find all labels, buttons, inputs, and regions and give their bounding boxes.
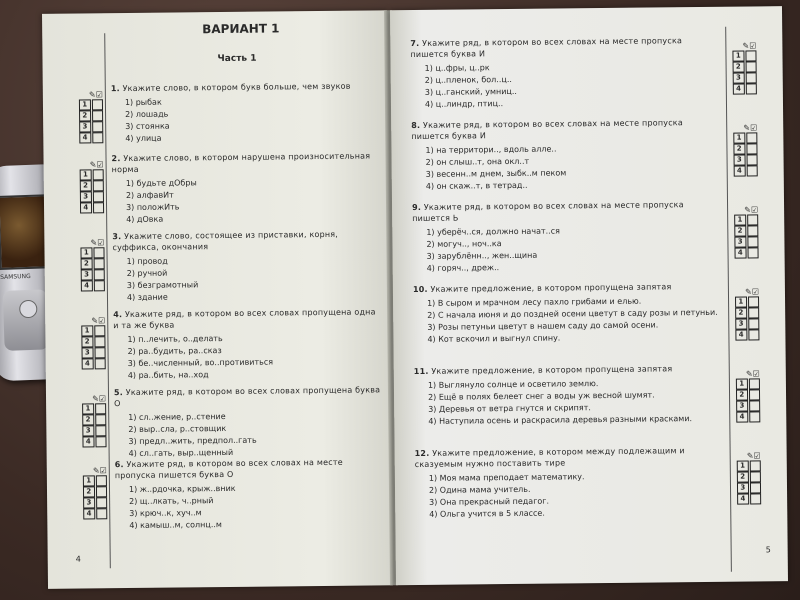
answer-number: 3 — [734, 237, 746, 248]
answer-number: 2 — [733, 62, 745, 73]
answer-box — [82, 393, 107, 447]
answer-number: 2 — [736, 390, 748, 401]
answer-row — [733, 143, 757, 153]
answer-option: 4) горяч.., дреж.. — [426, 263, 500, 273]
answer-row — [80, 169, 104, 179]
answer-option: 4) камыш..м, солнц..м — [129, 520, 222, 531]
answer-checkbox[interactable] — [92, 110, 104, 121]
answer-box — [79, 89, 104, 143]
answer-row — [736, 378, 760, 388]
answer-row — [733, 132, 757, 142]
answer-checkbox[interactable] — [96, 508, 108, 519]
answer-option: 1) ц..фры, ц..рк — [424, 63, 490, 73]
answer-checkbox[interactable] — [746, 132, 758, 143]
answer-option: 1) Выглянуло солнце и осветило землю. — [427, 379, 599, 390]
answer-option: 4) Наступила осень и раскрасила деревья разными красками. — [428, 414, 693, 426]
answer-row — [81, 325, 105, 335]
answer-row — [82, 436, 106, 446]
answer-option: 3) крюч..к, хуч..м — [129, 508, 202, 519]
answer-number: 3 — [82, 347, 94, 358]
question — [111, 150, 382, 226]
answer-row — [81, 336, 105, 346]
answer-option: 4) Кот вскочил и выгнул спину. — [427, 333, 561, 344]
answer-checkbox[interactable] — [748, 296, 760, 307]
question-text — [113, 306, 383, 331]
answer-checkbox[interactable] — [92, 132, 104, 143]
answer-row — [80, 202, 104, 212]
answer-checkbox[interactable] — [748, 378, 760, 389]
answer-row — [83, 497, 107, 507]
answer-row — [83, 475, 107, 485]
answer-option: 2) Одина мама учитель. — [428, 484, 531, 495]
answer-option: 4) здание — [126, 292, 168, 303]
answer-number: 2 — [733, 144, 745, 155]
question-number: 5. — [113, 388, 124, 398]
answer-number: 1 — [82, 403, 94, 414]
answer-box — [732, 40, 757, 94]
answer-checkbox[interactable] — [747, 236, 759, 247]
question-prompt: Укажите предложение, в котором пропущена запятая — [431, 364, 673, 376]
answer-option: 1) ж..рдочка, крыж..вник — [128, 483, 236, 495]
answer-checkbox[interactable] — [746, 165, 758, 176]
answer-row — [733, 61, 757, 71]
question-number: 3. — [112, 232, 122, 242]
answer-checkbox[interactable] — [749, 460, 761, 471]
answer-option: 2) ц..пленок, бол..ц.. — [424, 74, 512, 85]
answer-checkbox[interactable] — [94, 347, 106, 358]
phone-dpad — [19, 300, 38, 319]
question-prompt: Укажите слово, в котором нарушена произносительная норма — [111, 151, 371, 175]
question — [113, 306, 384, 382]
answer-row — [737, 482, 761, 492]
answer-number: 1 — [83, 475, 95, 486]
answer-option: 2) Ещё в полях белеет снег а воды уж весной шумят. — [427, 390, 655, 402]
answer-box — [734, 204, 759, 258]
answer-number: 1 — [80, 169, 92, 180]
answer-box — [80, 237, 105, 291]
question-number: 2. — [111, 154, 121, 164]
answer-number: 3 — [83, 497, 95, 508]
question-number: 1. — [110, 84, 120, 94]
answer-number: 3 — [80, 191, 92, 202]
answer-number: 1 — [737, 461, 749, 472]
answer-checkbox[interactable] — [748, 329, 760, 340]
answer-checkbox[interactable] — [95, 486, 107, 497]
answer-row — [82, 425, 106, 435]
answer-row — [735, 329, 759, 339]
phone-screen — [0, 194, 50, 270]
answer-option: 1) В сыром и мрачном лесу пахло грибами и елью. — [427, 296, 642, 308]
question — [414, 363, 715, 428]
answer-number: 2 — [81, 258, 93, 269]
answer-number: 4 — [736, 412, 748, 423]
answer-option: 3) зарублённ.., жен..щина — [426, 250, 538, 261]
answer-option: 2) могуч.., ноч..ка — [426, 239, 502, 249]
answer-row — [735, 296, 759, 306]
answer-number: 3 — [733, 73, 745, 84]
answer-option: 3) положИть — [125, 202, 180, 213]
answer-checkbox[interactable] — [748, 307, 760, 318]
question — [112, 228, 383, 304]
answer-number: 4 — [83, 508, 95, 519]
question-prompt: Укажите слово, состоящее из приставки, корня, суффикса, окончания — [112, 229, 339, 253]
question-number: 7. — [410, 38, 420, 49]
check-marks: ✎☑ — [88, 89, 103, 99]
answer-row — [736, 389, 760, 399]
question — [415, 445, 716, 521]
question — [114, 384, 385, 460]
question-text — [413, 281, 713, 295]
page-number-right: 5 — [765, 545, 771, 555]
answer-number: 4 — [82, 358, 94, 369]
question — [115, 456, 386, 532]
answer-box — [83, 465, 108, 519]
answer-checkbox[interactable] — [93, 247, 105, 258]
answer-row — [81, 269, 105, 279]
answer-row — [79, 110, 103, 120]
check-marks: ✎☑ — [91, 315, 106, 325]
check-marks: ✎☑ — [92, 393, 107, 403]
question-prompt: Укажите ряд, в котором во всех словах на месте пропуска пишется Ь — [412, 200, 684, 224]
answer-number: 2 — [81, 336, 93, 347]
answer-checkbox[interactable] — [749, 411, 761, 422]
answer-option: 4) он скаж..т, в тетрад.. — [425, 180, 528, 191]
answer-option: 3) бе..численный, во..противиться — [127, 357, 274, 369]
answer-checkbox[interactable] — [745, 72, 757, 83]
question-prompt: Укажите предложение, в котором пропущена запятая — [430, 282, 672, 294]
answer-row — [79, 132, 103, 142]
question-text — [114, 384, 384, 409]
answer-row — [737, 471, 761, 481]
answer-option: 3) предл..жить, предпол..гать — [128, 435, 257, 447]
answer-box — [80, 159, 105, 213]
answer-row — [81, 280, 105, 290]
answer-option: 3) Она прекрасный педагог. — [429, 496, 550, 507]
answer-checkbox[interactable] — [746, 154, 758, 165]
answer-checkbox[interactable] — [93, 269, 105, 280]
answer-checkbox[interactable] — [747, 247, 759, 258]
answer-number: 2 — [734, 226, 746, 237]
question — [411, 117, 712, 193]
answer-option: 4) ра..бить, на..ход — [127, 370, 209, 381]
answer-option: 2) выр..сла, р..стовщик — [128, 423, 227, 435]
answer-number: 2 — [82, 414, 94, 425]
answer-checkbox[interactable] — [747, 225, 759, 236]
answer-number: 3 — [736, 401, 748, 412]
answer-row — [735, 307, 759, 317]
answer-checkbox[interactable] — [95, 425, 107, 436]
answer-number: 4 — [734, 248, 746, 259]
answer-number: 4 — [82, 436, 94, 447]
question-number: 6. — [114, 460, 124, 470]
question-number: 12. — [414, 448, 430, 459]
answer-row — [733, 83, 757, 93]
answer-row — [80, 191, 104, 201]
answer-option: 3) безграмотный — [126, 280, 199, 291]
answer-row — [82, 403, 106, 413]
answer-row — [733, 72, 757, 82]
answer-number: 1 — [735, 297, 747, 308]
answer-row — [79, 99, 103, 109]
answer-option: 1) сл..жение, р..стение — [128, 411, 226, 423]
answer-option: 1) рыбак — [124, 97, 162, 108]
answer-number: 4 — [737, 494, 749, 505]
answer-checkbox[interactable] — [745, 83, 757, 94]
question-prompt: Укажите ряд, в котором во всех словах на месте пропуска пишется буква И — [411, 118, 683, 142]
answer-number: 1 — [79, 99, 91, 110]
answer-checkbox[interactable] — [95, 414, 107, 425]
right-page — [390, 6, 788, 585]
answer-number: 3 — [737, 483, 749, 494]
answer-checkbox[interactable] — [92, 180, 104, 191]
answer-number: 2 — [737, 472, 749, 483]
answer-option: 1) на территори.., вдоль алле.. — [425, 144, 557, 155]
answer-option: 1) уберёч..ся, должно начат..ся — [426, 226, 560, 237]
answer-checkbox[interactable] — [748, 318, 760, 329]
answer-number: 2 — [735, 308, 747, 319]
answer-number: 1 — [734, 215, 746, 226]
answer-checkbox[interactable] — [748, 389, 760, 400]
answer-row — [737, 460, 761, 470]
phone-brand: SAMSUNG — [0, 272, 31, 281]
question-number: 8. — [411, 120, 421, 131]
answer-number: 3 — [82, 425, 94, 436]
answer-row — [732, 50, 756, 60]
answer-checkbox[interactable] — [91, 99, 103, 110]
answer-number: 4 — [734, 166, 746, 177]
answer-row — [734, 154, 758, 164]
answer-row — [734, 214, 758, 224]
phone-keypad — [3, 289, 49, 350]
left-page — [42, 10, 393, 589]
answer-row — [82, 347, 106, 357]
answer-option: 2) щ..лкать, ч..рный — [129, 496, 214, 507]
question — [410, 35, 711, 111]
answer-option: 4) сл..гать, выр..щенный — [128, 447, 234, 459]
answer-option: 2) ручной — [126, 268, 168, 279]
part-title: Часть 1 — [217, 53, 257, 65]
answer-checkbox[interactable] — [92, 191, 104, 202]
answer-number: 4 — [79, 132, 91, 143]
question-prompt: Укажите слово, в котором букв больше, чем звуков — [122, 81, 351, 94]
question-number: 11. — [413, 366, 429, 377]
question-text — [111, 80, 381, 94]
question — [111, 80, 382, 145]
page-number-left: 4 — [75, 554, 81, 564]
answer-checkbox[interactable] — [94, 325, 106, 336]
question-text — [410, 35, 710, 60]
answer-option: 1) п..лечить, о..делать — [127, 334, 223, 345]
check-marks: ✎☑ — [92, 465, 107, 475]
answer-option: 2) С начала июня и до поздней осени цветут в саду розы и петуньи. — [427, 307, 718, 320]
question-text — [112, 228, 382, 253]
answer-row — [734, 165, 758, 175]
question-text — [415, 445, 715, 470]
answer-number: 1 — [732, 51, 744, 62]
question-text — [115, 456, 385, 481]
answer-checkbox[interactable] — [745, 61, 757, 72]
answer-box — [81, 315, 106, 369]
answer-checkbox[interactable] — [747, 214, 759, 225]
answer-row — [83, 508, 107, 518]
answer-option: 1) будьте дОбры — [125, 178, 197, 189]
answer-number: 1 — [81, 325, 93, 336]
answer-row — [737, 493, 761, 503]
answer-box — [736, 368, 761, 422]
answer-option: 4) ц..линдр, птиц.. — [424, 99, 504, 109]
answer-checkbox[interactable] — [93, 280, 105, 291]
answer-option: 3) весенн..м днем, зыбк..м пеком — [425, 168, 567, 179]
answer-option: 3) стоянка — [125, 121, 170, 132]
answer-row — [79, 121, 103, 131]
question-text — [411, 117, 711, 142]
check-marks: ✎☑ — [745, 286, 760, 297]
check-marks: ✎☑ — [89, 159, 104, 169]
answer-checkbox[interactable] — [92, 169, 104, 180]
answer-option: 1) Моя мама преподает математику. — [428, 472, 585, 483]
answer-number: 3 — [734, 155, 746, 166]
answer-row — [736, 400, 760, 410]
answer-checkbox[interactable] — [95, 475, 107, 486]
question-number: 9. — [412, 202, 422, 213]
question-prompt: Укажите ряд, в котором во всех словах на месте пропуска пишется буква И — [410, 36, 683, 60]
question-prompt: Укажите предложение, в котором между подлежащим и сказуемым нужно поставить тире — [414, 446, 685, 470]
answer-number: 4 — [733, 84, 745, 95]
answer-checkbox[interactable] — [92, 202, 104, 213]
question-number: 10. — [412, 284, 428, 295]
answer-option: 4) улица — [125, 133, 162, 144]
answer-row — [82, 358, 106, 368]
question-text — [111, 150, 381, 175]
answer-number: 2 — [83, 486, 95, 497]
answer-row — [80, 247, 104, 257]
answer-row — [81, 258, 105, 268]
answer-checkbox[interactable] — [93, 258, 105, 269]
answer-number: 1 — [736, 379, 748, 390]
answer-box — [733, 122, 758, 176]
answer-number: 1 — [733, 133, 745, 144]
answer-checkbox[interactable] — [95, 436, 107, 447]
variant-title: ВАРИАНТ 1 — [202, 21, 280, 37]
answer-row — [80, 180, 104, 190]
answer-option: 2) он слыш..т, она окл..т — [425, 156, 530, 167]
answer-option: 3) ц..ганский, умниц.. — [424, 86, 517, 97]
answer-option: 4) дОвка — [126, 214, 164, 225]
answer-row — [735, 318, 759, 328]
answer-number: 2 — [79, 110, 91, 121]
answer-option: 2) ра..будить, ра..сказ — [127, 346, 222, 357]
answer-row — [734, 225, 758, 235]
answer-number: 4 — [81, 280, 93, 291]
answer-checkbox[interactable] — [94, 336, 106, 347]
question-text — [412, 199, 712, 224]
question-prompt: Укажите ряд, в котором во всех словах на месте пропуска пишется буква О — [114, 457, 343, 481]
question — [412, 281, 718, 346]
answer-checkbox[interactable] — [96, 497, 108, 508]
answer-checkbox[interactable] — [749, 471, 761, 482]
answer-checkbox[interactable] — [94, 358, 106, 369]
answer-number: 3 — [79, 121, 91, 132]
answer-option: 3) Деревья от ветра гнутся и скрипят. — [428, 403, 591, 414]
answer-number: 4 — [735, 330, 747, 341]
answer-checkbox[interactable] — [745, 50, 757, 61]
open-workbook — [42, 6, 788, 589]
answer-checkbox[interactable] — [749, 400, 761, 411]
check-marks: ✎☑ — [744, 204, 759, 215]
question — [412, 199, 713, 275]
answer-row — [82, 414, 106, 424]
answer-checkbox[interactable] — [95, 403, 107, 414]
answer-box — [737, 450, 762, 504]
answer-option: 3) Розы петуньи цветут в нашем саду до самой осени. — [427, 320, 659, 332]
margin-line-right — [725, 27, 732, 572]
answer-checkbox[interactable] — [749, 482, 761, 493]
check-marks: ✎☑ — [746, 450, 761, 461]
question-text — [414, 363, 714, 377]
check-marks: ✎☑ — [743, 122, 758, 133]
answer-checkbox[interactable] — [746, 143, 758, 154]
answer-box — [735, 286, 760, 340]
check-marks: ✎☑ — [745, 368, 760, 379]
answer-number: 3 — [81, 269, 93, 280]
question-prompt: Укажите ряд, в котором во всех словах пропущена одна и та же буква — [113, 307, 376, 331]
answer-option: 4) Ольга учится в 5 классе. — [429, 508, 545, 519]
check-marks: ✎☑ — [90, 237, 105, 247]
answer-row — [736, 411, 760, 421]
answer-checkbox[interactable] — [750, 493, 762, 504]
question-prompt: Укажите ряд, в котором во всех словах пропущена буква О — [114, 385, 381, 409]
answer-number: 2 — [80, 180, 92, 191]
answer-option: 2) алфавИт — [125, 190, 174, 201]
answer-row — [734, 236, 758, 246]
answer-checkbox[interactable] — [92, 121, 104, 132]
question-number: 4. — [113, 310, 123, 320]
answer-row — [83, 486, 107, 496]
answer-number: 4 — [80, 202, 92, 213]
answer-number: 1 — [80, 247, 92, 258]
check-marks: ✎☑ — [742, 40, 757, 51]
answer-option: 1) провод — [126, 256, 168, 267]
answer-row — [734, 247, 758, 257]
answer-number: 3 — [735, 319, 747, 330]
answer-option: 2) лошадь — [125, 109, 169, 120]
